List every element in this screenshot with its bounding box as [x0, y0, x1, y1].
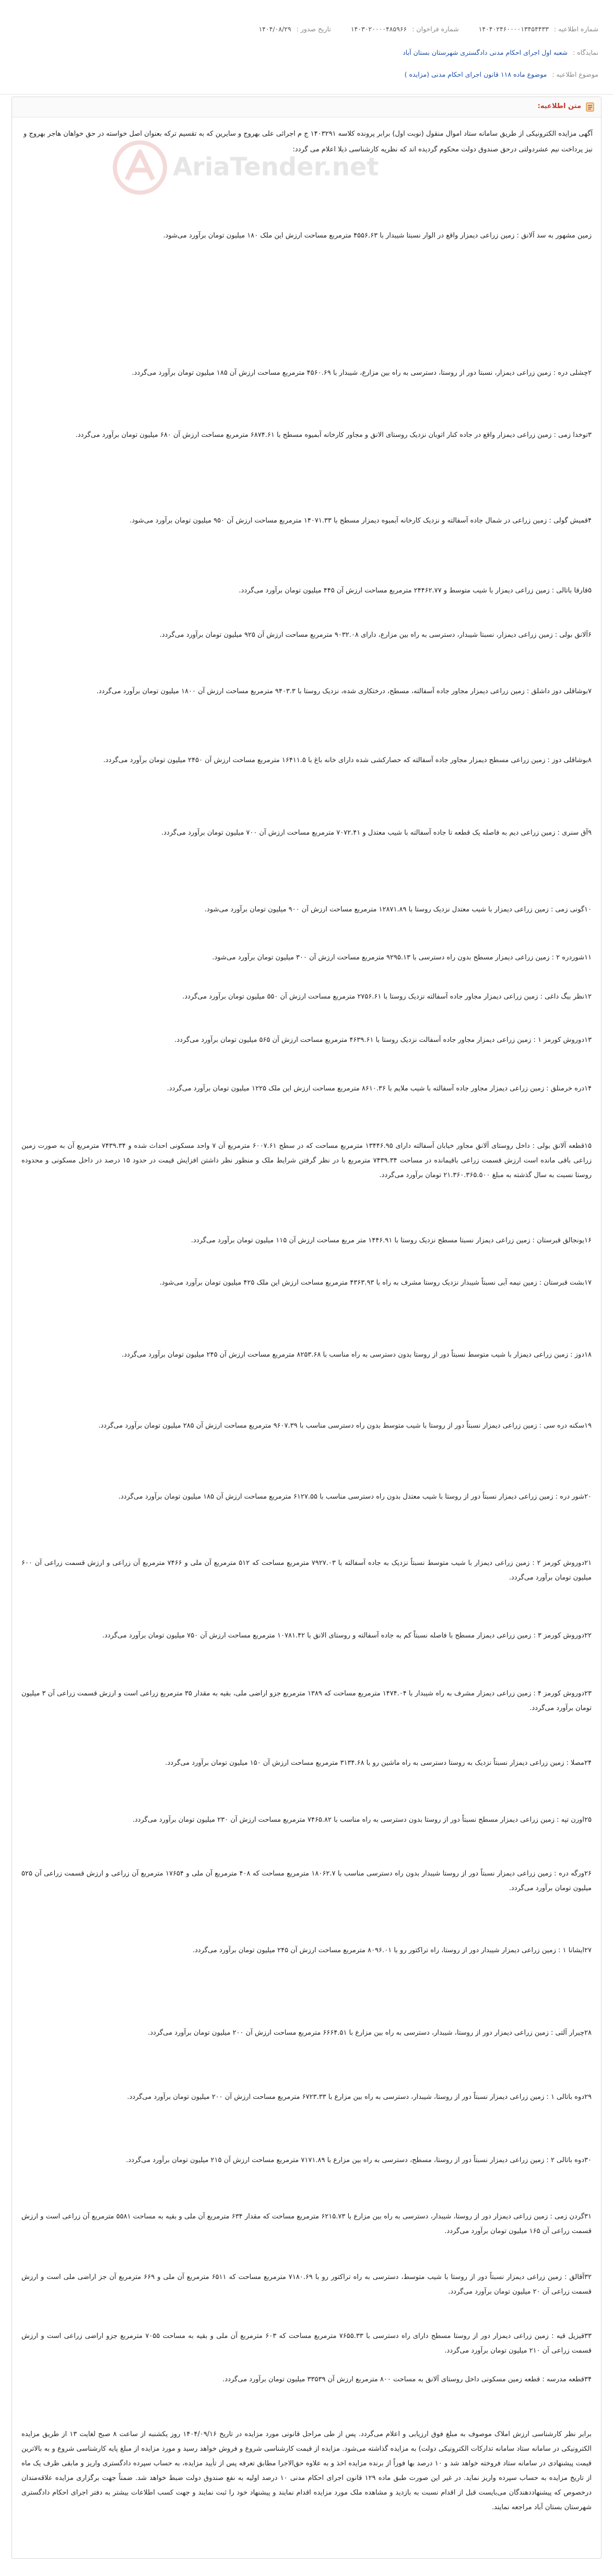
meta-row-subject: موضوع اطلاعیه : موضوع ماده ۱۱۸ قانون اجرای احکام مدنی (مزایده )	[404, 70, 598, 78]
property-item: ۸بوشاقلی دوز : زمین زراعی مسطح دیمزار مجاور جاده آسفالته که حصارکشی شده دارای خانه باغ با ۱۶۴۱۱.۵ مترمربع مساحت ارزش آن ۲۴۵۰ میلیون تومان برآورد می‌گردد.	[103, 756, 592, 764]
notice-text-header	[12, 97, 601, 117]
notice-lead: آگهی مزایده الکترونیکی از طریق سامانه ستاد اموال منقول (نوبت اول) برابر پرونده کلاسه ۱۴۰۳۲۹۱ ج م اجرائی علی بهروج و سایرین که به تقسیم ترکه بعنوان اصل خواسته در حق خواهان هاجر بهروج و نیز پرداخت نیم عشردولتی درحق صندوق دولت محکوم گردیده اند که نظریه کارشناسی ذیلا اعلام می گردد:	[23, 130, 593, 153]
property-item: ۲۳دوروش کورمز ۴ : زمین زراعی دیمزار مشرف به راه شیبدار با ۱۴۷۴.۰۴ مترمربع مساحت که ۱۳۸۹ مترمربع جزو اراضی ملی، بقیه به مقدار ۳۵ مترمربع زراعی است و ارزش قسمت زراعی آن ۳ میلیون تومان برآورد می‌گردد.	[21, 1690, 592, 1712]
property-item: زمین مشهور به سد آلانق : زمین زراعی دیمزار واقع در الوار نسبتا شیبدار با ۴۵۵۶.۶۳ مترمربع مساحت ارزش این ملک ۱۸۰ میلیون تومان برآورد می‌شود.	[163, 232, 592, 240]
property-item: ۱۴دره خرمنلق : زمین زراعی دیمزار مجاور جاده آسفالته با شیب ملایم با ۸۶۱۰.۳۶ مترمربع مساحت ارزش این ملک ۱۲۲۵ میلیون تومان برآورد می‌گردد.	[167, 1085, 592, 1093]
property-item: ۲۰شور دره : زمین زراعی دیمزار نسبتاً دور از روستا با شیب معتدل بدون راه دسترسی مناسب با ۶۱۲۷.۵۵ مترمربع مساحت ارزش آن ۱۸۵ میلیون تومان برآورد می‌گردد.	[118, 1493, 592, 1501]
property-item: ۳۱گردن زمی : زمین زراعی دیمزار دور از روستا، شیبدار، دسترسی به راه بین مزارع با ۶۲۱۵.۷۳ مترمربع مساحت که مقدار ۶۳۴ مترمربع آن ملی و بقیه به مساحت ۵۵۸۱ مترمربع آن زراعی است و ارزش قسمت زراعی آن ۱۶۵ میلیون تومان برآورد می‌گردد.	[21, 2213, 592, 2235]
property-item: ۲۴مصلا : زمین زراعی دیمزار نسبتاً نزدیک به روستا دسترسی به راه ماشین رو با ۳۱۳۴.۶۸ مترمربع مساحت ارزش آن ۱۵۰ میلیون تومان برآورد می‌گردد.	[165, 1759, 592, 1767]
property-item: ۱۱شوردره ۲ : زمین زراعی دیمزار مسطح بدون راه دسترسی با ۹۲۹۵.۱۳ مترمربع مساحت ارزش آن ۳۰۰ میلیون تومان برآورد می‌شود.	[212, 954, 592, 961]
ticket-number: شماره اطلاعیه : ۱۴۰۴۰۲۴۶۰۰۰۰۱۳۴۵۴۴۳۳	[478, 25, 598, 33]
closing-paragraph: برابر نظر کارشناسی ارزش املاک موصوف به مبلغ فوق ارزیابی و اعلام می‌گردد. پس از طی مراحل قانونی مورد مزایده در تاریخ ۱۴۰۴/۰۹/۱۶ روز یکشنبه از ساعت ۸ صبح لغایت ۱۳ از طریق مزایده الکترونیکی در سامانه ستاد سامانه تدارکات الکترونیکی دولت) به مزایده گذاشته می‌شود. مزایده از قیمت کارشناسی شروع و فروش خواهد رسید و مورد مزایده از مبلغ پایه کارشناسی شروع و به بالاترین قیمت پیشنهادی در سامانه ستاد فروخته خواهد شد و ۱۰ درصد بها فوراً از برنده مزایده اخذ و به علاوه حق‌الاجرا مطابق تعرفه پس از تأیید مزایده، به حساب سپرده دادگستری واریز و مابقی ظرف یک ماه از تاریخ مزایده به حساب سپرده واریز نماید. در غیر این صورت طبق ماده ۱۲۹ قانون اجرای احکام مدنی ۱۰ درصد اولیه به نفع صندوق دولت ضبط خواهد شد. ضمناً جهت برگزاری مزایده علاقه‌مندان درخصوص که پیشنهاددهندگان می‌بایست قبل از اقدام نسبت به بازدید و مشاهده ملک مورد مزایده اقدام نمایند و پیشنهاد خود را ثبت نمایند و جهت کسب اطلاعات بیشتر به دفتر اجرای احکام دادگستری شهرستان بستان آباد مراجعه نمایند.	[21, 2430, 592, 2511]
property-item: ۶آلانق بولی : زمین زراعی دیمزار، نسبتا شیبدار، دسترسی به راه بین مزارع، دارای ۹۰۳۲.۰۸ مترمربع مساحت ارزش آن ۹۲۵ میلیون تومان برآورد می‌گردد.	[159, 631, 592, 639]
property-item: ۲۶ورگه دره : زمین زراعی دیمزار نسبتاً دور از روستا شیبدار بدون راه دسترسی مناسب با ۱۸۰۶۲.۷ مترمربع مساحت که ۴۰۸ مترمربع آن ملی و ۱۷۶۵۴ مترمربع آن زراعی و ارزش قسمت زراعی آن ۵۲۵ میلیون تومان برآورد می‌گردد.	[21, 1870, 592, 1892]
meta-row-org: نمایدگاه : شعبه اول اجرای احکام مدنی دادگستری شهرستان بستان آباد	[403, 49, 598, 56]
meta-row-ids	[15, 25, 598, 37]
property-item: ۳۰دوه باتالی ۲ : زمین زراعی دیمزار نسبتاً دور از روستا، مسطح، دسترسی به راه بین مزارع با ۷۱۷۱.۸۹ مترمربع مساحت ارزش آن ۲۱۵ میلیون تومان برآورد می‌گردد.	[126, 2156, 592, 2164]
issue-date: تاریخ صدور : ۱۴۰۴/۰۸/۲۹	[258, 25, 331, 33]
property-item: ۵قارقا باتالی : زمین زراعی دیمزار با شیب متوسط و ۲۴۴۶۲.۷۷ مترمربع مساحت ارزش آن ۴۴۵ میلیون تومان برآورد می‌گردد.	[239, 587, 592, 595]
org-name[interactable]: شعبه اول اجرای احکام مدنی دادگستری شهرستان بستان آباد	[403, 49, 568, 56]
property-item: ۱۳دوروش کورمز ۱ : زمین زراعی دیمزار مجاور جاده آسفالت نزدیک روستا با ۴۶۳۹.۶۱ مترمربع مساحت ارزش آن ۵۶۵ میلیون تومان برآورد می‌گردد.	[174, 1036, 592, 1044]
property-item: ۲۸چیرار آلتی : زمین زراعی دیمزار دور از روستا، شیبدار، دسترسی به راه بین مزارع با ۶۶۶۴.۵۱ مترمربع مساحت ارزش آن ۲۰۰ میلیون تومان برآورد می‌گردد.	[148, 2029, 592, 2037]
property-item: ۱۲نظر بیگ داغی : زمین زراعی دیمزار مجاور جاده آسفالته نزدیک روستا با ۲۷۵۶.۶۱ مترمربع مساحت ارزش آن ۵۵۰ میلیون تومان برآورد می‌گردد.	[182, 993, 592, 1001]
document-icon	[585, 102, 595, 112]
property-item: ۲۹دوه باتالی ۱ : زمین زراعی دیمزار نسبتاً دور از روستا، شیبدار، دسترسی به راه بین مزارع با ۶۷۲۳.۳۳ مترمربع مساحت ارزش آن ۲۰۰ میلیون تومان برآورد می‌گردد.	[127, 2093, 592, 2101]
property-item: ۲چشلی دره : زمین زراعی دیمزار، نسبتا دور از روستا، دسترسی به راه بین مزارع، شیبدار با ۴۵۶۰.۶۹ مترمربع مساحت ارزش آن ۱۸۵ میلیون تومان برآورد می‌گردد.	[132, 369, 592, 377]
notice-text-title: متن اطلاعیه:	[537, 102, 581, 110]
notice-text-box	[11, 97, 602, 2559]
notice-meta	[0, 16, 613, 89]
property-item: ۳توخدا زمی : زمین زراعی دیمزار واقع در جاده کنار اتوبان نزدیک روستای الانق و مجاور کارخانه آبمیوه مسطح با ۶۸۷۴.۶۱ مترمربع مساحت ارزش آن ۶۸۰ میلیون تومان برآورد می‌گردد.	[75, 431, 592, 439]
property-item: ۲۵اورن تپه : زمین زراعی دیمزار مسطح نسبتاً دور از روستا بدون دسترسی به راه مناسب با ۷۴۶۵.۸۲ مترمربع مساحت ارزش آن ۲۳۰ میلیون تومان برآورد می‌گردد.	[132, 1816, 592, 1824]
property-item: ۱۸دوز : زمین زراعی دیمزار با شیب متوسط نسبتاً دور از روستا بدون دسترسی به راه مناسب با ۸۲۵۳.۶۸ مترمربع مساحت ارزش آن ۲۴۵ میلیون تومان برآورد می‌گردد.	[122, 1351, 592, 1359]
property-item: ۹آق سنری : زمین زراعی دیم به فاصله یک قطعه تا جاده آسفالته با شیب معتدل و ۷۰۷۲.۴۱ مترمربع مساحت ارزش آن ۷۰۰ میلیون تومان برآورد می‌گردد.	[161, 829, 592, 837]
property-item: ۳۲آقالق : زمین زراعی دیمزار نسبتاً دور از روستا با شیب متوسط، دسترسی به راه تراکتور رو با ۷۱۸۰.۶۹ مترمربع مساحت که ۶۵۱۱ مترمربع آن ملی و ۶۶۹ مترمربع آن جز اراضی ملی است و ارزش قسمت زراعی آن ۲۰ میلیون تومان برآورد می‌گردد.	[21, 2273, 592, 2296]
property-item: ۱۷بشت قبرستان : زمین نیمه آبی نسبتاً شیبدار نزدیک روستا مشرف به راه با ۴۳۶۳.۹۳ مترمربع مساحت ارزش این ملک ۴۲۵ میلیون تومان برآورد می‌شود.	[159, 1279, 592, 1287]
notice-number: شماره فراخوان : ۱۴۰۳۰۲۰۰۰۰۴۸۵۹۶۶	[350, 25, 459, 33]
property-item: ۷بوشاقلی دوز داشلق : زمین زراعی دیمزار مجاور جاده آسفالته، مسطح، درختکاری شده، نزدیک روستا با ۹۴۰۳.۳ مترمربع مساحت ارزش آن ۱۸۰۰ میلیون تومان برآورد می‌گردد.	[96, 687, 592, 695]
property-item: ۱۵قطعه آلانق بولی : داخل روستای آلانق مجاور خیابان آسفالته دارای ۱۳۴۴۶.۹۵ مترمربع مساحت که در سطح ۶۰۰۷.۶۱ مترمربع آن ۷ واحد مسکونی احداث شده و ۷۴۳۹.۳۴ مترمربع آن به صورت زمین زراعی باقی مانده است ارزش قسمت زراعی باقیمانده در مساحت ۷۴۳۹.۳۴ مترمربع با در نظر گرفتن شرایط ملک و منظور نظر داشتن افزایش قیمت در حدود ۱۵ درصد در داخل مسکونی و محدوده روستا نسبت به سال گذشته به مبلغ ۲۱.۳۶۰.۳۶۵.۵۰۰ تومان برآورد می‌گردد.	[21, 1142, 592, 1179]
property-item: ۲۱دوروش کورمز ۲ : زمین زراعی دیمزار با شیب متوسط نسبتاً نزدیک به جاده آسفالته با ۷۹۲۷.۰۳ مترمربع مساحت که ۵۱۲ مترمربع آن ملی و ۷۴۶۶ مترمربع آن زراعی و ارزش قسمت زراعی آن ۶۰۰ میلیون تومان برآورد می‌گردد.	[21, 1559, 592, 1582]
subject-value: موضوع ماده ۱۱۸ قانون اجرای احکام مدنی (مزایده )	[404, 70, 547, 78]
property-item: ۳۴قطعه مدرسه : قطعه زمین مسکونی داخل روستای آلانق به مساحت ۸۰۰ مترمربع ارزش آن ۳۳۵۳۹ میلیون تومان برآورد می‌گردد.	[222, 2376, 592, 2383]
property-item: ۱۰گونی زمی : زمین زراعی دیمزار با شیب معتدل نزدیک روستا با ۱۲۸۷۱.۸۹ مترمربع مساحت ارزش آن ۹۰۰ میلیون تومان برآورد می‌شود.	[204, 906, 592, 913]
watermark-text: AriaTender.net	[173, 152, 379, 182]
property-item: ۲۷ایشانا ۱ : زمین زراعی دیمزار شیبدار دور از روستا، راه تراکتور رو با ۸۰۹۶.۰۱ مترمربع مساحت ارزش آن ۲۴۵ میلیون تومان برآورد می‌گردد.	[192, 1946, 592, 1954]
property-item: ۱۶یونجالق قبرستان : زمین زراعی دیمزار نسبتا مسطح نزدیک روستا با ۱۴۴۶.۹۱ متر مربع مساحت ارزش آن ۱۱۵ میلیون تومان برآورد می‌گردد.	[191, 1237, 592, 1244]
property-item: ۳۳قیزیل قیه : زمین زراعی دیمزار دور از روستا مسطح دارای راه دسترسی با ۷۶۵۵.۳۳ مترمربع مساحت که ۶۰۳ مترمربع آن ملی و بقیه به مساحت ۷۰۵۵ مترمربع جزو اراضی زراعی است و ارزش قسمت زراعی آن ۲۱۰ میلیون تومان برآورد می‌گردد.	[21, 2332, 592, 2355]
property-item: ۱۹سکنه دره سی : زمین زراعی دیمزار نسبتاً دور از روستا با شیب متوسط بدون راه دسترسی مناسب با ۹۶۰۷.۳۹ مترمربع مساحت ارزش آن ۲۸۵ میلیون تومان برآورد می‌گردد.	[98, 1422, 592, 1430]
property-item: ۲۲دوروش کورمز ۳ : زمین زراعی دیمزار مسطح با فاصله نسبتاً کم به جاده آسفالته و روستای الانق با ۱۰۷۸۱.۴۲ مترمربع مساحت ارزش آن ۷۵۰ میلیون تومان برآورد می‌گردد.	[102, 1632, 592, 1640]
property-item: ۴قمیش گولی : زمین زراعی در شمال جاده آسفالته و نزدیک کارخانه آبمیوه دیمزار مسطح با ۱۴۰۷۱.۳۳ مترمربع مساحت ارزش آن ۹۵۰ میلیون تومان برآورد می‌شود.	[129, 517, 592, 525]
